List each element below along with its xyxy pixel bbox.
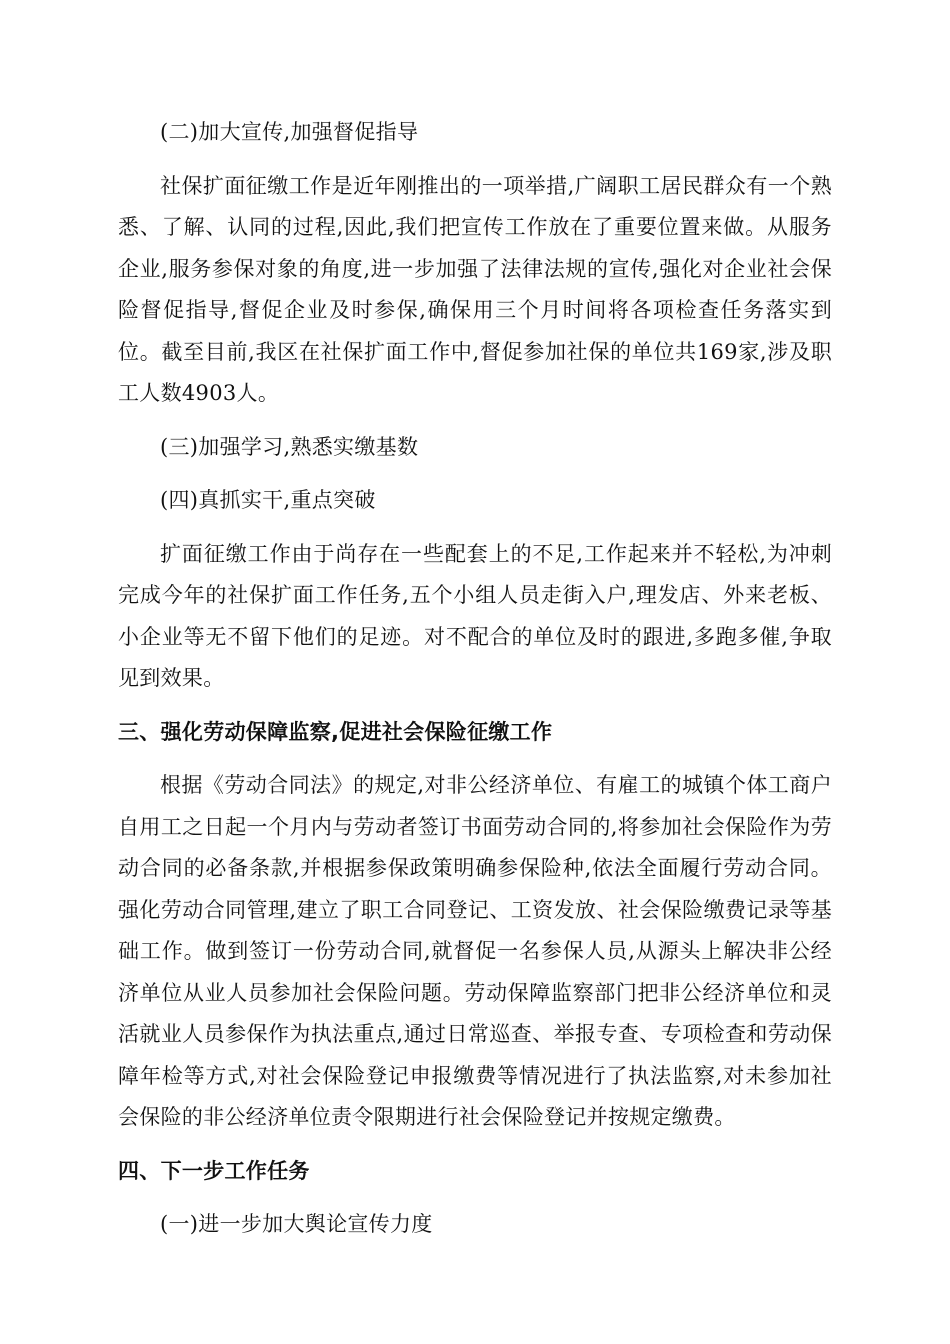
- section-heading-3: 三、强化劳动保障监察,促进社会保险征缴工作: [118, 719, 553, 744]
- subheading-1-publicity: (一)进一步加大舆论宣传力度: [160, 1212, 433, 1236]
- section-heading-4: 四、下一步工作任务: [118, 1158, 310, 1183]
- subheading-3-study: (三)加强学习,熟悉实缴基数: [160, 434, 419, 459]
- paragraph-breakthrough: 扩面征缴工作由于尚存在一些配套上的不足,工作起来并不轻松,为冲刺完成今年的社保扩面工作任务,五个小组人员走街入户,理发店、外来老板、小企业等无不留下他们的足迹。对不配合的单位及时的跟进,多跑多催,争取见到效果。: [118, 541, 832, 690]
- subheading-2-propaganda: (二)加大宣传,加强督促指导: [160, 120, 419, 144]
- paragraph-labor-contract: 根据《劳动合同法》的规定,对非公经济单位、有雇工的城镇个体工商户自用工之日起一个月内与劳动者签订书面劳动合同的,将参加社会保险作为劳动合同的必备条款,并根据参保政策明确参保险种,依法全面履行劳动合同。强化劳动合同管理,建立了职工合同登记、工资发放、社会保险缴费记录等基础工作。做到签订一份劳动合同,就督促一名参保人员,从源头上解决非公经济单位从业人员参加社会保险问题。劳动保障监察部门把非公经济单位和灵活就业人员参保作为执法重点,通过日常巡查、举报专查、专项检查和劳动保障年检等方式,对社会保险登记申报缴费等情况进行了执法监察,对未参加社会保险的非公经济单位责令限期进行社会保险登记并按规定缴费。: [118, 773, 832, 1129]
- paragraph-propaganda: 社保扩面征缴工作是近年刚推出的一项举措,广阔职工居民群众有一个熟悉、了解、认同的过程,因此,我们把宣传工作放在了重要位置来做。从服务企业,服务参保对象的角度,进一步加强了法律法规的宣传,强化对企业社会保险督促指导,督促企业及时参保,确保用三个月时间将各项检查任务落实到位。截至目前,我区在社保扩面工作中,督促参加社保的单位共169家,涉及职工人数4903人。: [118, 173, 832, 405]
- subheading-4-breakthrough: (四)真抓实干,重点突破: [160, 488, 376, 512]
